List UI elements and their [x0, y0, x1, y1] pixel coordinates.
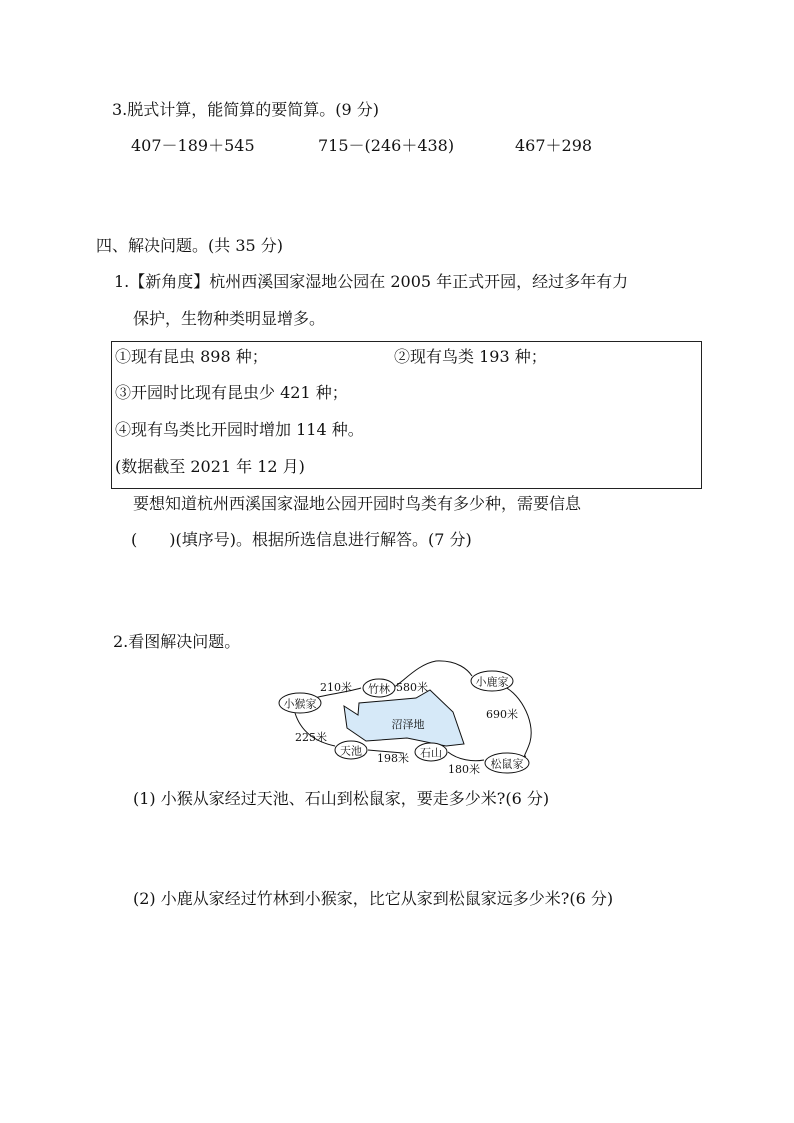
question1-line1: 1.【新角度】杭州西溪国家湿地公园在 2005 年正式开园，经过多年有力 [114, 272, 629, 291]
question2-sub2: (2) 小鹿从家经过竹林到小猴家，比它从家到松鼠家远多少米?(6 分) [133, 889, 614, 908]
distance-rock-squirrel: 180米 [448, 763, 480, 776]
distance-bamboo-deer: 580米 [396, 681, 428, 694]
place-bamboo [363, 679, 395, 697]
question1-line2: 保护，生物种类明显增多。 [133, 309, 326, 328]
svg-text:松鼠家: 松鼠家 [490, 757, 524, 771]
info-note: (数据截至 2021 年 12 月) [115, 457, 305, 476]
svg-text:小猴家: 小猴家 [283, 697, 317, 711]
question2-title: 2.看图解决问题。 [113, 632, 241, 651]
info-item-2: ②现有鸟类 193 种； [394, 347, 547, 366]
place-pool [335, 741, 367, 759]
svg-text:天池: 天池 [340, 744, 362, 758]
route-map [268, 660, 538, 780]
svg-text:小鹿家: 小鹿家 [475, 675, 509, 689]
place-squirrel-home [485, 753, 529, 773]
info-item-1: ①现有昆虫 898 种； [115, 347, 268, 366]
expression-3: 467＋298 [515, 136, 593, 155]
swamp-label: 沼泽地 [391, 718, 425, 731]
place-rock-hill [415, 743, 447, 761]
section3-title: 3.脱式计算，能简算的要简算。(9 分) [112, 100, 380, 119]
question1-ask-line1: 要想知道杭州西溪国家湿地公园开园时鸟类有多少种，需要信息 [133, 494, 582, 513]
expression-1: 407－189＋545 [131, 136, 255, 155]
question2-sub1: (1) 小猴从家经过天池、石山到松鼠家，要走多少米?(6 分) [133, 789, 550, 808]
section4-title: 四、解决问题。(共 35 分) [96, 236, 284, 255]
info-item-3: ③开园时比现有昆虫少 421 种； [115, 383, 348, 402]
question1-ask-line2: ( )(填序号)。根据所选信息进行解答。(7 分) [131, 530, 472, 549]
distance-monkey-bamboo: 210米 [320, 681, 352, 694]
expression-2: 715－(246＋438) [318, 136, 455, 155]
svg-text:石山: 石山 [420, 746, 442, 760]
distance-pool-rock: 198米 [377, 752, 409, 765]
place-deer-home [471, 671, 513, 691]
distance-deer-squirrel: 690米 [486, 708, 518, 721]
route-rock-squirrel [448, 752, 484, 761]
info-item-4: ④现有鸟类比开园时增加 114 种。 [115, 420, 364, 439]
distance-monkey-pool: 225米 [295, 731, 327, 744]
place-monkey-home [279, 693, 321, 713]
svg-text:竹林: 竹林 [368, 682, 390, 696]
